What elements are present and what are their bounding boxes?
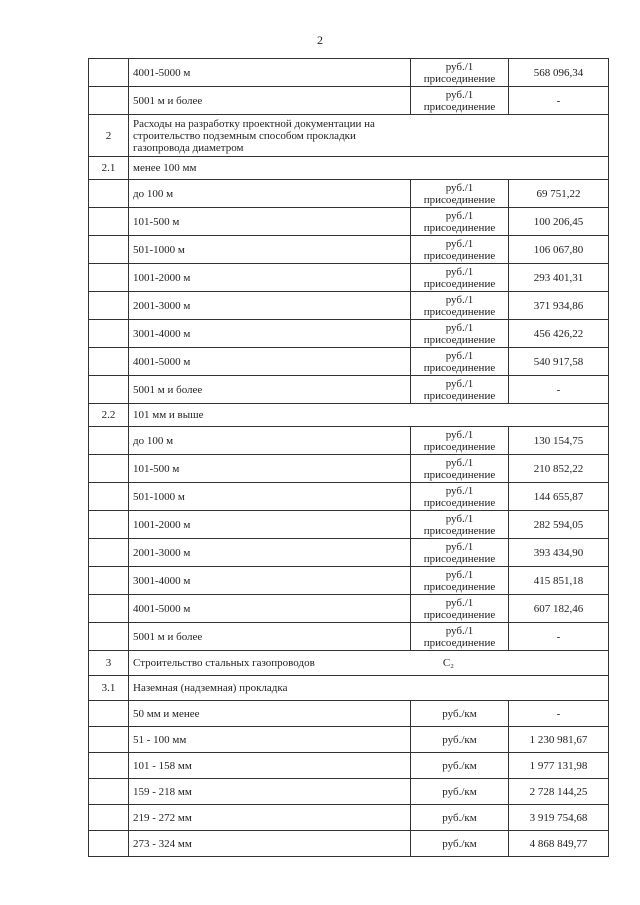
row-number	[89, 805, 129, 831]
row-value: 4 868 849,77	[509, 831, 609, 857]
row-unit: руб./км	[411, 779, 509, 805]
section-title: менее 100 мм	[129, 157, 609, 180]
row-value: -	[509, 701, 609, 727]
row-description: 219 - 272 мм	[129, 805, 411, 831]
table-row	[89, 651, 609, 676]
row-description: 101-500 м	[129, 455, 411, 483]
row-description: 101 - 158 мм	[129, 753, 411, 779]
row-unit: руб./1 присоединение	[411, 455, 509, 483]
row-value: 293 401,31	[509, 264, 609, 292]
row-description: 5001 м и более	[129, 376, 411, 404]
row-number	[89, 180, 129, 208]
row-value: 69 751,22	[509, 180, 609, 208]
row-unit: руб./1 присоединение	[411, 376, 509, 404]
table-row	[89, 115, 609, 157]
row-description: 501-1000 м	[129, 236, 411, 264]
row-number: 3	[89, 651, 129, 676]
row-number	[89, 727, 129, 753]
table-row	[89, 292, 609, 320]
table-row	[89, 87, 609, 115]
row-value: -	[509, 87, 609, 115]
row-description: до 100 м	[129, 427, 411, 455]
table-row	[89, 483, 609, 511]
row-number: 3.1	[89, 676, 129, 701]
row-number	[89, 595, 129, 623]
row-value: -	[509, 376, 609, 404]
row-number	[89, 623, 129, 651]
table-row	[89, 236, 609, 264]
row-description: 1001-2000 м	[129, 511, 411, 539]
row-unit: руб./1 присоединение	[411, 264, 509, 292]
row-value: 1 230 981,67	[509, 727, 609, 753]
table-row	[89, 404, 609, 427]
row-value: 144 655,87	[509, 483, 609, 511]
row-number	[89, 236, 129, 264]
row-unit: руб./1 присоединение	[411, 483, 509, 511]
row-description: 5001 м и более	[129, 87, 411, 115]
row-unit: руб./1 присоединение	[411, 348, 509, 376]
row-description: 4001-5000 м	[129, 59, 411, 87]
table-row	[89, 511, 609, 539]
table-row	[89, 427, 609, 455]
row-description: 101-500 м	[129, 208, 411, 236]
row-number	[89, 779, 129, 805]
row-unit: руб./1 присоединение	[411, 567, 509, 595]
row-value: 130 154,75	[509, 427, 609, 455]
row-number	[89, 87, 129, 115]
section-title	[129, 651, 609, 676]
row-unit: руб./1 присоединение	[411, 427, 509, 455]
table-row	[89, 208, 609, 236]
row-number: 2	[89, 115, 129, 157]
row-number: 2.1	[89, 157, 129, 180]
table-row	[89, 59, 609, 87]
table-row	[89, 157, 609, 180]
table-row	[89, 805, 609, 831]
section-title: 101 мм и выше	[129, 404, 609, 427]
row-unit: руб./1 присоединение	[411, 236, 509, 264]
table-row	[89, 567, 609, 595]
row-description: до 100 м	[129, 180, 411, 208]
row-value: 210 852,22	[509, 455, 609, 483]
table-row	[89, 753, 609, 779]
row-value: -	[509, 623, 609, 651]
section-description: Строительство стальных газопроводов	[133, 657, 315, 669]
table-row	[89, 376, 609, 404]
row-number	[89, 348, 129, 376]
row-description: 5001 м и более	[129, 623, 411, 651]
table-row	[89, 623, 609, 651]
row-description: 273 - 324 мм	[129, 831, 411, 857]
row-value: 3 919 754,68	[509, 805, 609, 831]
table-row	[89, 348, 609, 376]
row-value: 568 096,34	[509, 59, 609, 87]
row-number	[89, 376, 129, 404]
row-number	[89, 511, 129, 539]
row-description: 3001-4000 м	[129, 567, 411, 595]
row-description: 50 мм и менее	[129, 701, 411, 727]
row-number	[89, 427, 129, 455]
table-row	[89, 539, 609, 567]
row-number	[89, 831, 129, 857]
table-row	[89, 831, 609, 857]
row-description: 3001-4000 м	[129, 320, 411, 348]
table-row	[89, 727, 609, 753]
row-number	[89, 539, 129, 567]
row-number	[89, 292, 129, 320]
table-row	[89, 701, 609, 727]
row-number	[89, 701, 129, 727]
section-title: Расходы на разработку проектной документации на строительство подземным способом прокладки газопровода диаметром	[129, 115, 609, 157]
row-description: 2001-3000 м	[129, 539, 411, 567]
row-number	[89, 567, 129, 595]
row-description: 51 - 100 мм	[129, 727, 411, 753]
row-value: 415 851,18	[509, 567, 609, 595]
row-number	[89, 264, 129, 292]
table-row	[89, 779, 609, 805]
row-value: 607 182,46	[509, 595, 609, 623]
row-unit: руб./1 присоединение	[411, 320, 509, 348]
row-value: 456 426,22	[509, 320, 609, 348]
row-unit: руб./1 присоединение	[411, 208, 509, 236]
row-description: 501-1000 м	[129, 483, 411, 511]
row-number	[89, 320, 129, 348]
row-number	[89, 208, 129, 236]
row-unit: руб./1 присоединение	[411, 595, 509, 623]
section-code: C₂	[442, 657, 454, 669]
row-description: 159 - 218 мм	[129, 779, 411, 805]
row-unit: руб./1 присоединение	[411, 539, 509, 567]
table-row	[89, 180, 609, 208]
row-description: 4001-5000 м	[129, 348, 411, 376]
row-value: 100 206,45	[509, 208, 609, 236]
row-unit: руб./км	[411, 701, 509, 727]
row-value: 393 434,90	[509, 539, 609, 567]
section-title: Наземная (надземная) прокладка	[129, 676, 609, 701]
row-unit: руб./1 присоединение	[411, 180, 509, 208]
row-number: 2.2	[89, 404, 129, 427]
table-row	[89, 264, 609, 292]
row-unit: руб./км	[411, 831, 509, 857]
row-unit: руб./1 присоединение	[411, 59, 509, 87]
row-description: 2001-3000 м	[129, 292, 411, 320]
row-description: 1001-2000 м	[129, 264, 411, 292]
row-value: 371 934,86	[509, 292, 609, 320]
row-unit: руб./км	[411, 753, 509, 779]
row-number	[89, 59, 129, 87]
table-row	[89, 676, 609, 701]
tariff-table	[88, 58, 609, 857]
row-number	[89, 753, 129, 779]
table-row	[89, 455, 609, 483]
row-unit: руб./1 присоединение	[411, 292, 509, 320]
table-row	[89, 595, 609, 623]
row-value: 106 067,80	[509, 236, 609, 264]
row-value: 540 917,58	[509, 348, 609, 376]
row-value: 2 728 144,25	[509, 779, 609, 805]
row-unit: руб./км	[411, 805, 509, 831]
row-unit: руб./км	[411, 727, 509, 753]
row-value: 282 594,05	[509, 511, 609, 539]
row-number	[89, 483, 129, 511]
row-value: 1 977 131,98	[509, 753, 609, 779]
row-number	[89, 455, 129, 483]
table-row	[89, 320, 609, 348]
row-unit: руб./1 присоединение	[411, 87, 509, 115]
row-description: 4001-5000 м	[129, 595, 411, 623]
row-unit: руб./1 присоединение	[411, 623, 509, 651]
page-number: 2	[317, 33, 323, 47]
row-unit: руб./1 присоединение	[411, 511, 509, 539]
